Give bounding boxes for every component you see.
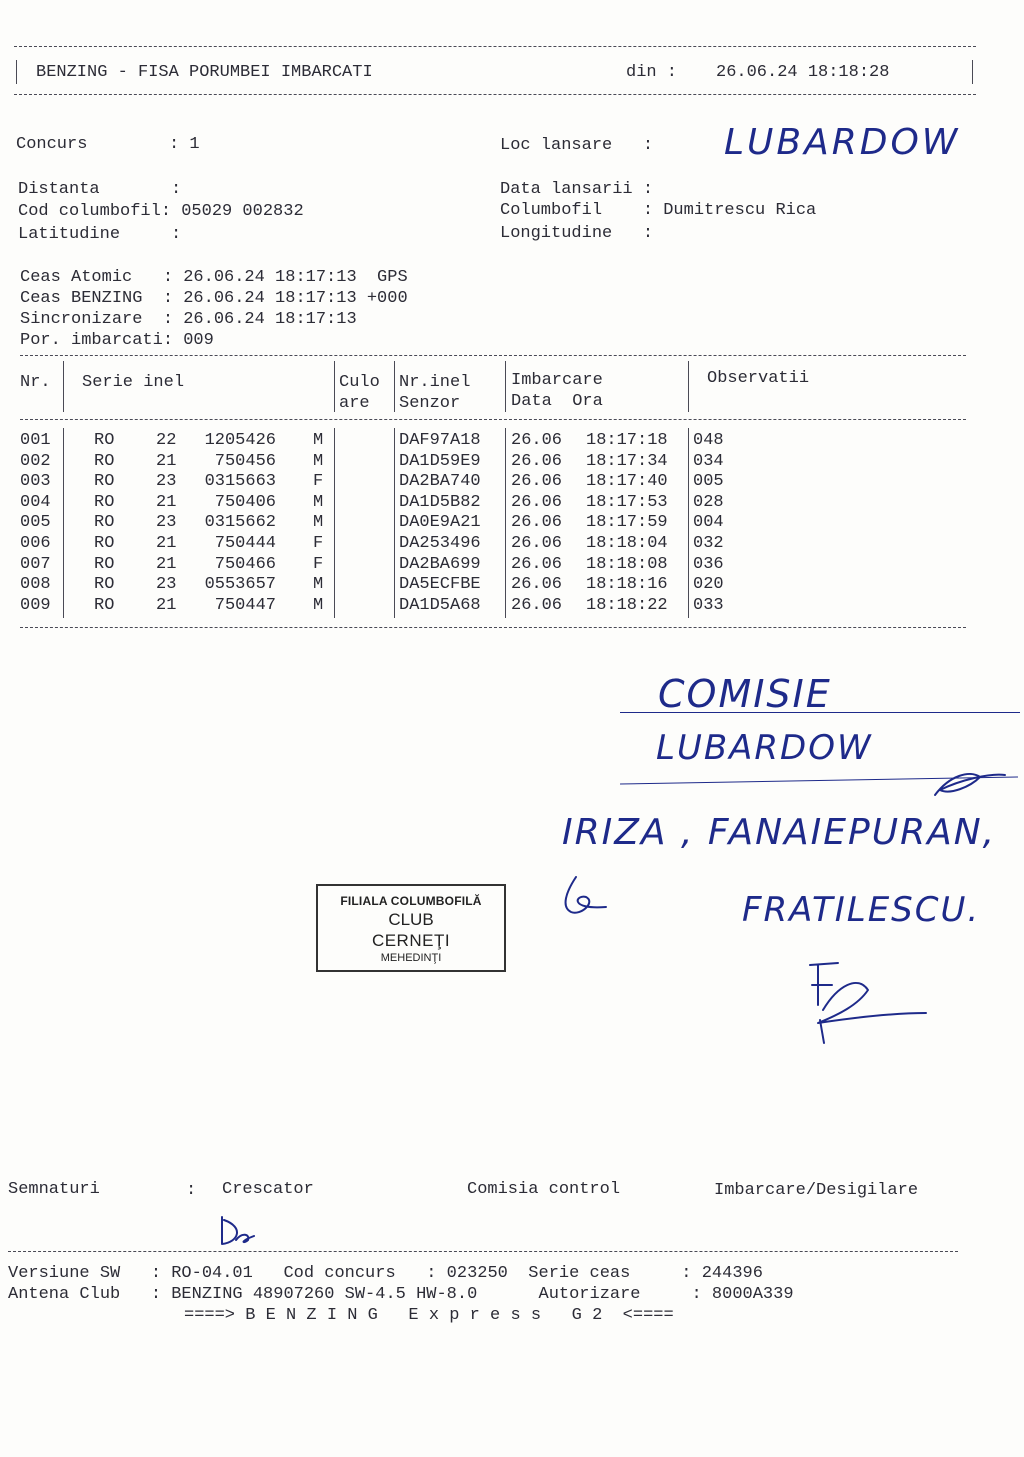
cell-tara: RO: [94, 575, 115, 595]
report-title: BENZING - FISA PORUMBEI IMBARCATI: [36, 63, 373, 82]
columbofil-line: Columbofil : Dumitrescu Rica: [500, 201, 817, 220]
semnaturi-sep: :: [186, 1181, 197, 1200]
cell-sex: M: [313, 451, 324, 471]
header-bottom-border: [14, 94, 976, 95]
cell-ora: 18:18:08: [586, 554, 668, 574]
th-culo-2: are: [339, 394, 370, 413]
sincronizare-line: Sincronizare : 26.06.24 18:17:13: [20, 310, 357, 329]
th-imbarcare-2: Data Ora: [511, 392, 603, 411]
cell-tara: RO: [94, 492, 115, 512]
table-top-border: [20, 355, 966, 356]
cell-data: 26.06: [511, 472, 563, 492]
cell-nr: 009: [20, 595, 51, 615]
signature-crescator: [214, 1212, 264, 1252]
cell-nr: 005: [20, 513, 51, 533]
col-divider-1: [63, 361, 64, 412]
cell-data: 26.06: [511, 554, 563, 574]
cell-senzor: DA0E9A21: [399, 513, 481, 533]
cell-senzor: DAF97A18: [399, 431, 481, 450]
distanta-line: Distanta :: [18, 180, 182, 199]
cell-an: 23: [156, 472, 177, 492]
cell-data: 26.06: [511, 492, 563, 512]
cell-data: 26.06: [511, 575, 563, 595]
body-divider-1: [63, 428, 64, 618]
club-stamp: [316, 884, 506, 972]
cell-sex: F: [313, 534, 324, 553]
header-top-border: [14, 46, 976, 47]
th-imbarcare: Imbarcare: [511, 371, 603, 390]
cell-obs: 028: [693, 492, 724, 512]
handwritten-comisie: COMISIE: [658, 672, 832, 716]
handwritten-names-line: IRIZA , FANAIEPURAN,: [562, 812, 997, 853]
data-lansarii-line: Data lansarii :: [500, 180, 654, 199]
ceas-benzing-line: Ceas BENZING : 26.06.24 18:17:13 +000: [20, 289, 408, 308]
cell-obs: 004: [693, 513, 724, 533]
cell-inel: 0315663: [204, 472, 276, 492]
footer-line-1: Versiune SW : RO-04.01 Cod concurs : 023250 Serie ceas : 244396: [8, 1264, 763, 1283]
cell-senzor: DA2BA740: [399, 472, 481, 492]
cell-inel: 750456: [214, 451, 276, 471]
header-right-border: [972, 60, 973, 84]
latitudine-line: Latitudine :: [18, 225, 182, 244]
body-divider-3: [394, 428, 395, 618]
report-datetime: 26.06.24 18:18:28: [716, 63, 890, 82]
loc-lansare-label: Loc lansare :: [500, 136, 654, 155]
cell-nr: 001: [20, 431, 51, 450]
header-left-border: [16, 60, 17, 84]
cell-senzor: DA1D59E9: [399, 451, 481, 471]
col-divider-3: [394, 361, 395, 412]
cell-tara: RO: [94, 534, 115, 553]
th-nrinel: Nr.inel: [399, 373, 471, 392]
cell-sex: M: [313, 513, 324, 533]
cell-inel: 750406: [214, 492, 276, 512]
footer-top-border: [8, 1251, 958, 1252]
cell-sex: F: [313, 472, 324, 492]
cod-columbofil-line: Cod columbofil: 05029 002832: [18, 202, 304, 221]
stamp-line-1: FILIALA COLUMBOFILĂ: [340, 894, 482, 908]
cell-obs: 032: [693, 534, 724, 553]
cell-an: 21: [156, 451, 177, 471]
th-observatii: Observatii: [707, 369, 810, 388]
cell-ora: 18:17:53: [586, 492, 668, 512]
th-serie: Serie inel: [82, 373, 185, 392]
body-divider-4: [505, 428, 506, 618]
body-divider-5: [688, 428, 689, 618]
cell-an: 21: [156, 534, 177, 553]
comisia-control-label: Comisia control: [467, 1180, 621, 1199]
cell-inel: 1205426: [204, 431, 276, 450]
handwritten-fratilescu: FRATILESCU.: [742, 890, 981, 930]
col-divider-2: [334, 361, 335, 412]
cell-ora: 18:18:04: [586, 534, 668, 553]
cell-ora: 18:17:18: [586, 431, 668, 450]
cell-an: 21: [156, 492, 177, 512]
signature-bottom-right: [798, 955, 938, 1050]
handwritten-lubardow: LUBARDOW: [656, 728, 873, 768]
cell-sex: M: [313, 595, 324, 615]
footer-line-3: ====> B E N Z I N G E x p r e s s G 2 <====: [184, 1306, 674, 1325]
cell-ora: 18:18:16: [586, 575, 668, 595]
cell-an: 22: [156, 431, 177, 450]
col-divider-5: [688, 361, 689, 412]
cell-inel: 750447: [214, 595, 276, 615]
cell-ora: 18:17:59: [586, 513, 668, 533]
cell-ora: 18:17:34: [586, 451, 668, 471]
cell-an: 23: [156, 575, 177, 595]
loc-lansare-handwritten: LUBARDOW: [724, 122, 961, 163]
cell-nr: 007: [20, 554, 51, 574]
cell-senzor: DA5ECFBE: [399, 575, 481, 595]
table-header-border: [20, 419, 966, 420]
cell-obs: 033: [693, 595, 724, 615]
signature-left: [556, 872, 616, 922]
cell-nr: 004: [20, 492, 51, 512]
cell-inel: 750466: [214, 554, 276, 574]
cell-nr: 002: [20, 451, 51, 471]
cell-inel: 0553657: [204, 575, 276, 595]
cell-data: 26.06: [511, 451, 563, 471]
cell-tara: RO: [94, 595, 115, 615]
cell-tara: RO: [94, 513, 115, 533]
cell-data: 26.06: [511, 513, 563, 533]
th-culo: Culo: [339, 373, 380, 392]
cell-sex: M: [313, 492, 324, 512]
col-divider-4: [505, 361, 506, 412]
cell-senzor: DA1D5A68: [399, 595, 481, 615]
cell-sex: M: [313, 575, 324, 595]
report-din-label: din :: [626, 63, 678, 82]
cell-data: 26.06: [511, 431, 563, 450]
imbarcare-desigilare-label: Imbarcare/Desigilare: [714, 1181, 919, 1200]
cell-tara: RO: [94, 451, 115, 471]
stamp-line-2: CLUB: [388, 910, 434, 929]
cell-ora: 18:17:40: [586, 472, 668, 492]
cell-obs: 005: [693, 472, 724, 492]
table-bottom-border: [20, 627, 966, 628]
cell-senzor: DA253496: [399, 534, 481, 553]
ceas-atomic-line: Ceas Atomic : 26.06.24 18:17:13 GPS: [20, 268, 408, 287]
cell-nr: 006: [20, 534, 51, 553]
cell-sex: M: [313, 431, 324, 450]
crescator-label: Crescator: [222, 1180, 314, 1199]
cell-inel: 750444: [214, 534, 276, 553]
handwritten-underline-1: [620, 712, 1020, 713]
cell-nr: 008: [20, 575, 51, 595]
th-nrinel-2: Senzor: [399, 394, 461, 413]
cell-an: 21: [156, 554, 177, 574]
cell-obs: 036: [693, 554, 724, 574]
cell-data: 26.06: [511, 534, 563, 553]
body-divider-2: [334, 428, 335, 618]
cell-sex: F: [313, 554, 324, 574]
concurs-line: Concurs : 1: [16, 135, 200, 154]
cell-ora: 18:18:22: [586, 595, 668, 615]
signature-top-right: [930, 765, 1010, 805]
stamp-line-3: CERNEŢI: [371, 931, 451, 950]
cell-obs: 020: [693, 575, 724, 595]
cell-tara: RO: [94, 472, 115, 492]
cell-obs: 048: [693, 431, 724, 450]
footer-line-2: Antena Club : BENZING 48907260 SW-4.5 HW-8.0 Autorizare : 8000A339: [8, 1285, 794, 1304]
cell-tara: RO: [94, 431, 115, 450]
cell-an: 23: [156, 513, 177, 533]
cell-obs: 034: [693, 451, 724, 471]
cell-an: 21: [156, 595, 177, 615]
por-imbarcati-line: Por. imbarcati: 009: [20, 331, 214, 350]
cell-senzor: DA2BA699: [399, 554, 481, 574]
cell-nr: 003: [20, 472, 51, 492]
stamp-line-4: MEHEDINŢI: [380, 952, 442, 964]
cell-senzor: DA1D5B82: [399, 492, 481, 512]
cell-tara: RO: [94, 554, 115, 574]
semnaturi-label: Semnaturi: [8, 1180, 100, 1199]
cell-data: 26.06: [511, 595, 563, 615]
cell-inel: 0315662: [204, 513, 276, 533]
th-nr: Nr.: [20, 373, 51, 392]
longitudine-line: Longitudine :: [500, 224, 654, 243]
